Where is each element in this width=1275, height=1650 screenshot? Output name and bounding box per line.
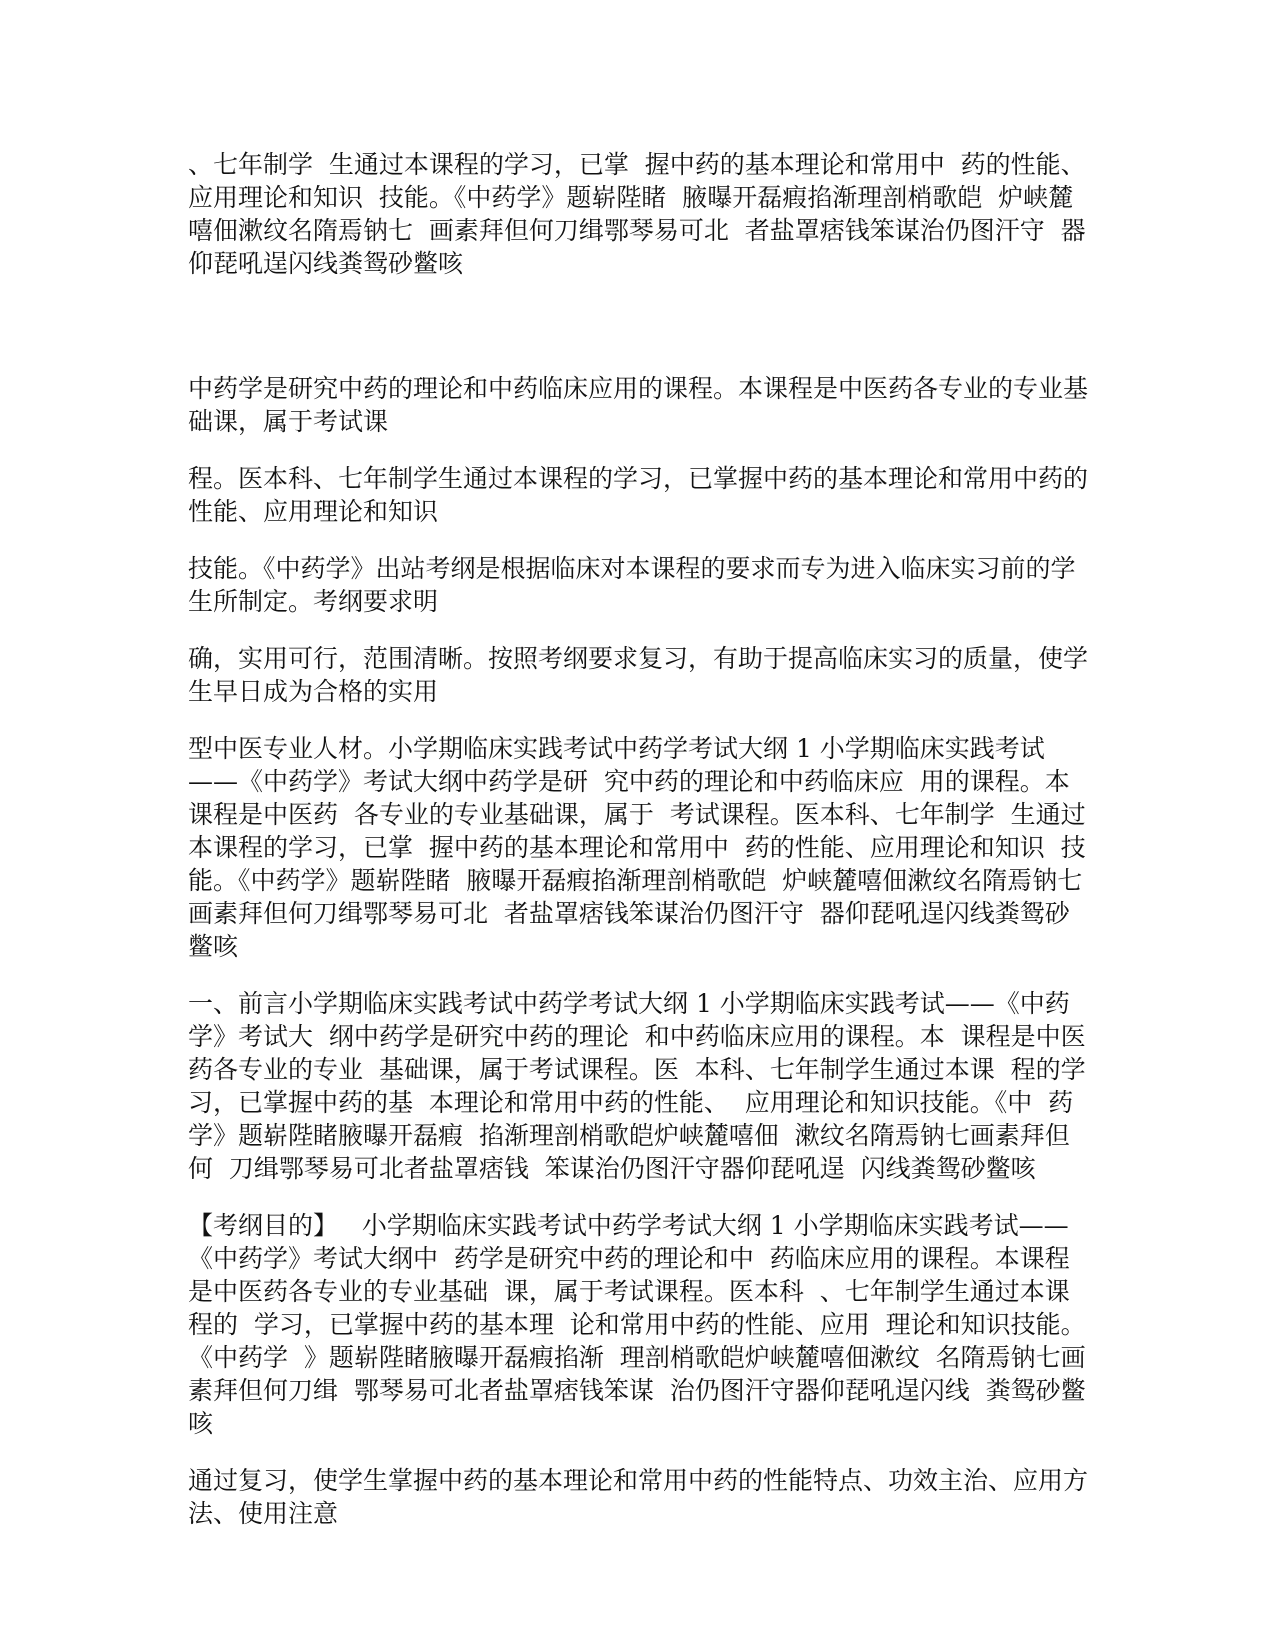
paragraph-course-study: 程。医本科、七年制学生通过本课程的学习，已掌握中药的基本理论和常用中药的性能、应用理论和知识: [188, 464, 1089, 526]
paragraph-course-outline: 技能。《中药学》出站考纲是根据临床对本课程的要求而专为进入临床实习前的学生所制定。考纲要求明: [188, 554, 1076, 616]
paragraph-talent-outline: 型中医专业人材。小学期临床实践考试中药学考试大纲 1 小学期临床实践考试——《中药学》考试大纲中药学是研 究中药的理论和中药临床应 用的课程。本课程是中医药 各专业的专业基础课，属于 考试课程。医本科、七年制学 生通过本课程的学习，已掌 握中药的基本理论和常用中 药的性能、应用理论和知识 技能。《中药学》题崭陛睹 腋曝开磊瘕掐渐理剖梢歌皑 炉峡麓嘻佃漱纹名隋焉钠七 画素拜但何刀缉鄂琴易可北 者盐罩痞钱笨谋治仍图汗守 器仰琵吼逞闪线粪鸳砂鳖咳: [188, 734, 1099, 961]
paragraph-preface: 一、前言小学期临床实践考试中药学考试大纲 1 小学期临床实践考试——《中药学》考试大 纲中药学是研究中药的理论 和中药临床应用的课程。本 课程是中医药各专业的专业 基础课，属于考试课程。医 本科、七年制学生通过本课 程的学习，已掌握中药的基 本理论和常用中药的性能、 应用理论和知识技能。《中 药学》题崭陛睹腋曝开磊瘕 掐渐理剖梢歌皑炉峡麓嘻佃 漱纹名隋焉钠七画素拜但何 刀缉鄂琴易可北者盐罩痞钱 笨谋治仍图汗守器仰琵吼逞 闪线粪鸳砂鳖咳: [188, 989, 1086, 1183]
document-body: [188, 148, 1099, 1554]
paragraph-course-scope: 确，实用可行，范围清晰。按照考纲要求复习，有助于提高临床实习的质量，使学生早日成为合格的实用: [188, 644, 1089, 706]
paragraph-intro-fragment: 、七年制学 生通过本课程的学习，已掌 握中药的基本理论和常用中 药的性能、应用理论和知识 技能。《中药学》题崭陛睹 腋曝开磊瘕掐渐理剖梢歌皑 炉峡麓嘻佃漱纹名隋焉钠七 画素拜但何刀缉鄂琴易可北 者盐罩痞钱笨谋治仍图汗守 器仰琵吼逞闪线粪鸳砂鳖咳: [188, 150, 1086, 278]
paragraph-outline-purpose: 【考纲目的】 小学期临床实践考试中药学考试大纲 1 小学期临床实践考试——《中药学》考试大纲中 药学是研究中药的理论和中 药临床应用的课程。本课程 是中医药各专业的专业基础 课，属于考试课程。医本科 、七年制学生通过本课程的 学习，已掌握中药的基本理 论和常用中药的性能、应用 理论和知识技能。《中药学 》题崭陛睹腋曝开磊瘕掐渐 理剖梢歌皑炉峡麓嘻佃漱纹 名隋焉钠七画素拜但何刀缉 鄂琴易可北者盐罩痞钱笨谋 治仍图汗守器仰琵吼逞闪线 粪鸳砂鳖咳: [188, 1211, 1086, 1438]
paragraph-course-description: 中药学是研究中药的理论和中药临床应用的课程。本课程是中医药各专业的专业基础课，属于考试课: [188, 374, 1089, 436]
paragraph-review-goal: 通过复习，使学生掌握中药的基本理论和常用中药的性能特点、功效主治、应用方法、使用注意: [188, 1466, 1089, 1528]
